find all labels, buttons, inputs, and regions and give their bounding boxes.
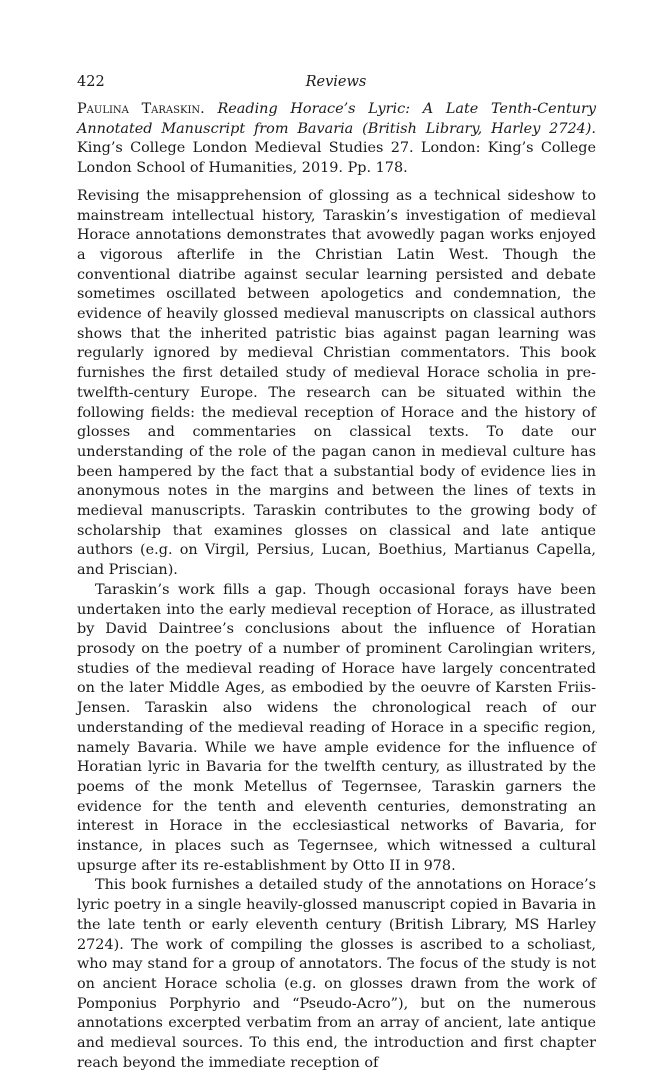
running-head: [77, 72, 595, 92]
review-paragraph: This book furnishes a detailed study of the annotations on Horace’s lyric poetry in a single heavily-glossed manuscript copied in Bavaria in the late tenth or early eleventh century (British Library, MS Harley 2724). The work of compiling the glosses is ascribed to a scholiast, who may stand for a group of annotators. The focus of the study is not on ancient Horace scholia (e.g. on glosses drawn from the work of Pomponius Porphyrio and “Pseudo-Acro”), but on the numerous annotations excerpted verbatim from an array of ancient, late antique and medieval sources. To this end, the introduction and first chapter reach beyond the immediate reception of: [77, 877, 596, 1071]
section-title: Reviews: [305, 74, 367, 90]
book-author: Paulina Taraskin.: [77, 101, 205, 117]
book-citation: [77, 100, 596, 179]
book-title: Reading Horace’s Lyric: A Late Tenth-Century Annotated Manuscript from Bavaria (British Library, Harley 2724).: [77, 101, 596, 137]
review-paragraph: Taraskin’s work fills a gap. Though occasional forays have been undertaken into the early medieval reception of Horace, as illustrated by David Daintree’s conclusions about the influence of Horatian prosody on the poetry of a number of prominent Carolingian writers, studies of the medieval reading of Horace have largely concentrated on the later Middle Ages, as embodied by the oeuvre of Karsten Friis-Jensen. Taraskin also widens the chronological reach of our understanding of the medieval reading of Horace in a specific region, namely Bavaria. While we have ample evidence for the influence of Horatian lyric in Bavaria for the twelfth century, as illustrated by the poems of the monk Metellus of Tegernsee, Taraskin garners the evidence for the tenth and eleventh centuries, demonstrating an interest in Horace in the ecclesiastical networks of Bavaria, for instance, in places such as Tegernsee, which witnessed a cultural upsurge after its re-establishment by Otto II in 978.: [77, 581, 596, 874]
review-body: [77, 100, 596, 1073]
page-number: 422: [77, 74, 105, 90]
review-paragraph: Revising the misapprehension of glossing as a technical sideshow to mainstream intellectual history, Taraskin’s investigation of medieval Horace annotations demonstrates that avowedly pagan works enjoyed a vigorous afterlife in the Christian Latin West. Though the conventional diatribe against secular learning persisted and debate sometimes oscillated between apologetics and condemnation, the evidence of heavily glossed medieval manuscripts on classical authors shows that the inherited patristic bias against pagan learning was regularly ignored by medieval Christian commentators. This book furnishes the first detailed study of medieval Horace scholia in pre-twelfth-century Europe. The research can be situated within the following fields: the medieval reception of Horace and the history of glosses and commentaries on classical texts. To date our understanding of the role of the pagan canon in medieval culture has been hampered by the fact that a substantial body of evidence lies in anonymous notes in the margins and between the lines of texts in medieval manuscripts. Taraskin contributes to the growing body of scholarship that examines glosses on classical and late antique authors (e.g. on Virgil, Persius, Lucan, Boethius, Martianus Capella, and Priscian).: [77, 187, 596, 579]
book-publication-details: King’s College London Medieval Studies 27. London: King’s College London School of Humanities, 2019. Pp. 178.: [77, 140, 596, 177]
